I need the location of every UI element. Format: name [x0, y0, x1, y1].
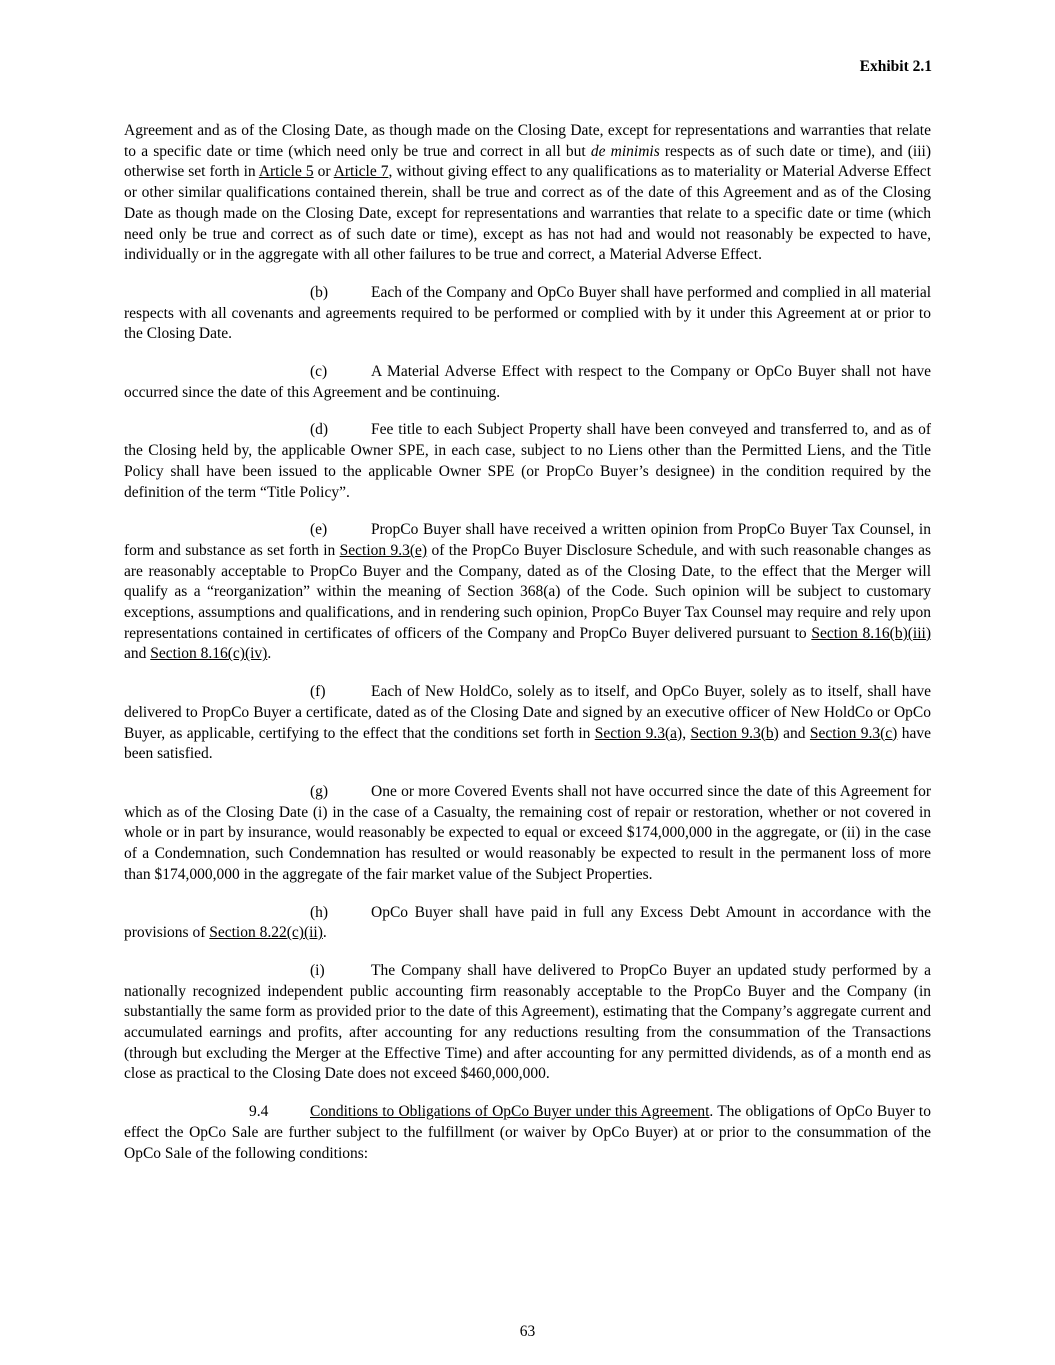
clause-i: (i) The Company shall have delivered to PropCo Buyer an updated study performed by a nationally recognized independent public accounting firm reasonably acceptable to the PropCo Buyer and the Company (in substantially the same form as provided prior to the date of this Agreement), estimating that the Company’s aggregate current and accumulated earnings and profits, after accounting for any reductions resulting from the consummation of the Transactions (through but excluding the Merger at the Effective Time) and after accounting for any permitted dividends, as of a month end as close as practical to the Closing Date does not exceed $460,000,000. [124, 961, 931, 1083]
section-9-3-b-link[interactable]: Section 9.3(b) [690, 724, 779, 742]
section-8-16-c-iv-link[interactable]: Section 8.16(c)(iv) [150, 645, 268, 663]
section-heading: Conditions to Obligations of OpCo Buyer under this Agreement [310, 1103, 710, 1121]
section-number: 9.4 [249, 1103, 269, 1121]
clause-marker: (d) [310, 421, 329, 439]
clause-f: (f) Each of New HoldCo, solely as to itself, and OpCo Buyer, solely as to itself, shall have delivered to PropCo Buyer a certificate, dated as of the Closing Date and signed by an executive officer of New HoldCo or OpCo Buyer, as applicable, certifying to the effect that the conditions set forth in Section 9.3(a), Section 9.3(b) and Section 9.3(c) have been satisfied. [124, 683, 931, 763]
clause-marker: (e) [310, 521, 328, 539]
clause-c: (c) A Material Adverse Effect with respect to the Company or OpCo Buyer shall not have occurred since the date of this Agreement and be continuing. [124, 363, 931, 401]
clause-marker: (f) [310, 683, 326, 701]
clause-d: (d) Fee title to each Subject Property shall have been conveyed and transferred to, and as of the Closing held by, the applicable Owner SPE, in each case, subject to no Liens other than the Permitted Liens, and the Title Policy shall have been issued to the applicable Owner SPE (or PropCo Buyer’s designee) in the condition required by the definition of the term “Title Policy”. [124, 421, 931, 501]
section-9-3-a-link[interactable]: Section 9.3(a) [594, 724, 683, 742]
clause-marker: (b) [310, 283, 329, 301]
clause-marker: (h) [310, 903, 329, 921]
clause-marker: (i) [310, 961, 325, 979]
document-body [124, 121, 931, 1181]
section-9-3-e-link[interactable]: Section 9.3(e) [339, 541, 428, 559]
article-7-link[interactable]: Article 7 [333, 163, 389, 181]
clause-g: (g) One or more Covered Events shall not have occurred since the date of this Agreement for which as of the Closing Date (i) in the case of a Casualty, the remaining cost of repair or restoration, whether or not covered in whole or in part by insurance, would reasonably be expected to equal or exceed $174,000,000 in the aggregate, or (ii) in the case of a Condemnation, such Condemnation has resulted or would reasonably be expected to result in the permanent loss of more than $174,000,000 in the aggregate of the fair market value of the Subject Properties. [124, 782, 931, 883]
clause-marker: (g) [310, 782, 329, 800]
section-9-3-c-link[interactable]: Section 9.3(c) [809, 724, 898, 742]
section-8-22-c-ii-link[interactable]: Section 8.22(c)(ii) [209, 924, 323, 942]
section-8-16-b-iii-link[interactable]: Section 8.16(b)(iii) [811, 624, 931, 642]
continuation-paragraph: Agreement and as of the Closing Date, as though made on the Closing Date, except for representations and warranties that relate to a specific date or time (which need only be true and correct in all but de minimis respects as of such date or time), and (iii) otherwise set forth in Article 5 or Article 7, without giving effect to any qualifications as to materiality or Material Adverse Effect or other similar qualifications contained therein, shall be true and correct as of the date of this Agreement and as of the Closing Date as though made on the Closing Date, except for representations and warranties that relate to a specific date or time (which need only be true and correct as of such date or time), except as has not had and would not reasonably be expected to have, individually or in the aggregate with all other failures to be true and correct, a Material Adverse Effect. [124, 122, 932, 264]
clause-e: (e) PropCo Buyer shall have received a written opinion from PropCo Buyer Tax Counsel, in form and substance as set forth in Section 9.3(e) of the PropCo Buyer Disclosure Schedule, and with such reasonable changes as are reasonably acceptable to PropCo Buyer and the Company, dated as of the Closing Date, to the effect that the Merger will qualify as a “reorganization” within the meaning of Section 368(a) of the Code. Such opinion will be subject to customary exceptions, assumptions and qualifications, and in rendering such opinion, PropCo Buyer Tax Counsel may require and rely upon representations contained in certificates of officers of the Company and PropCo Buyer delivered pursuant to Section 8.16(b)(iii) and Section 8.16(c)(iv). [124, 521, 931, 663]
page-number: 63 [519, 1323, 536, 1340]
clause-h: (h) OpCo Buyer shall have paid in full any Excess Debt Amount in accordance with the provisions of Section 8.22(c)(ii). [124, 903, 931, 942]
article-5-link[interactable]: Article 5 [258, 163, 314, 181]
exhibit-label: Exhibit 2.1 [859, 58, 932, 75]
section-9-4: 9.4 Conditions to Obligations of OpCo Buyer under this Agreement. The obligations of OpCo Buyer to effect the OpCo Sale are further subject to the fulfillment (or waiver by OpCo Buyer) at or prior to the consummation of the OpCo Sale of the following conditions: [124, 1103, 931, 1162]
clause-marker: (c) [310, 363, 328, 381]
clause-b: (b) Each of the Company and OpCo Buyer shall have performed and complied in all material respects with all covenants and agreements required to be performed or complied with by it under this Agreement at or prior to the Closing Date. [124, 283, 931, 343]
